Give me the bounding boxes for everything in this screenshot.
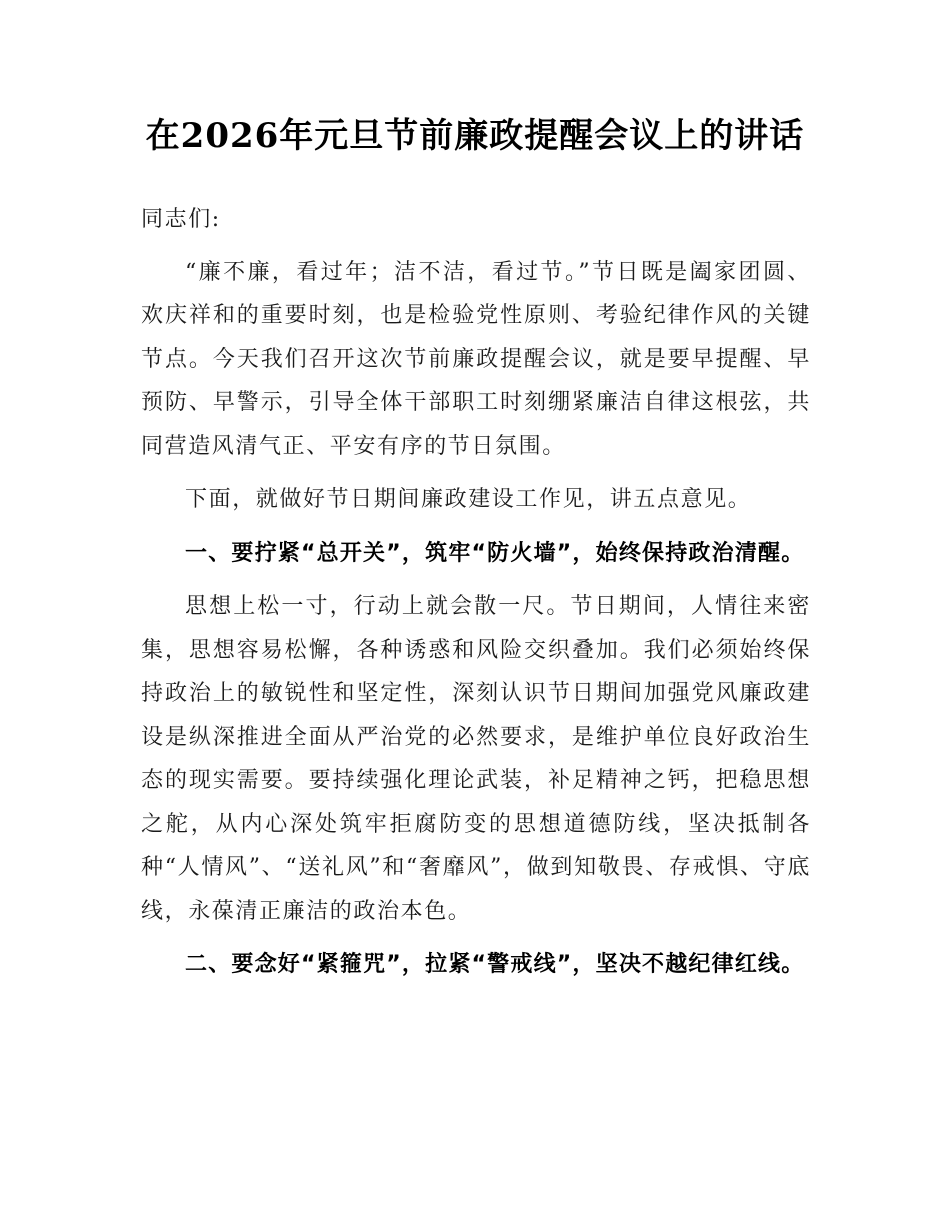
section-heading-1: 一、要拧紧“总开关”，筑牢“防火墙”，始终保持政治清醒。 bbox=[185, 540, 805, 566]
document-body bbox=[141, 198, 811, 997]
salutation: 同志们: bbox=[141, 207, 221, 232]
paragraph-section-1: 思想上松一寸，行动上就会散一尺。节日期间，人情往来密集，思想容易松懈，各种诱惑和风险交织叠加。我们必须始终保持政治上的敏锐性和坚定性，深刻认识节日期间加强党风廉政建设是纵深推进全面从严治党的必然要求，是维护单位良好政治生态的现实需要。要持续强化理论武装，补足精神之钙，把稳思想之舵，从内心深处筑牢拒腐防变的思想道德防线，坚决抵制各种“人情风”、“送礼风”和“奢靡风”，做到知敬畏、存戒惧、守底线，永葆清正廉洁的政治本色。 bbox=[141, 594, 811, 924]
paragraph-opening: “廉不廉，看过年；洁不洁，看过节。”节日既是阖家团圆、欢庆祥和的重要时刻，也是检验党性原则、考验纪律作风的关键节点。今天我们召开这次节前廉政提醒会议，就是要早提醒、早预防、早警示，引导全体干部职工时刻绷紧廉洁自律这根弦，共同营造风清气正、平安有序的节日氛围。 bbox=[141, 259, 811, 459]
section-heading-2: 二、要念好“紧箍咒”，拉紧“警戒线”，坚决不越纪律红线。 bbox=[185, 952, 805, 977]
document-title: 在2026年元旦节前廉政提醒会议上的讲话 bbox=[145, 116, 805, 156]
paragraph-intro: 下面，就做好节日期间廉政建设工作见，讲五点意见。 bbox=[185, 487, 752, 512]
